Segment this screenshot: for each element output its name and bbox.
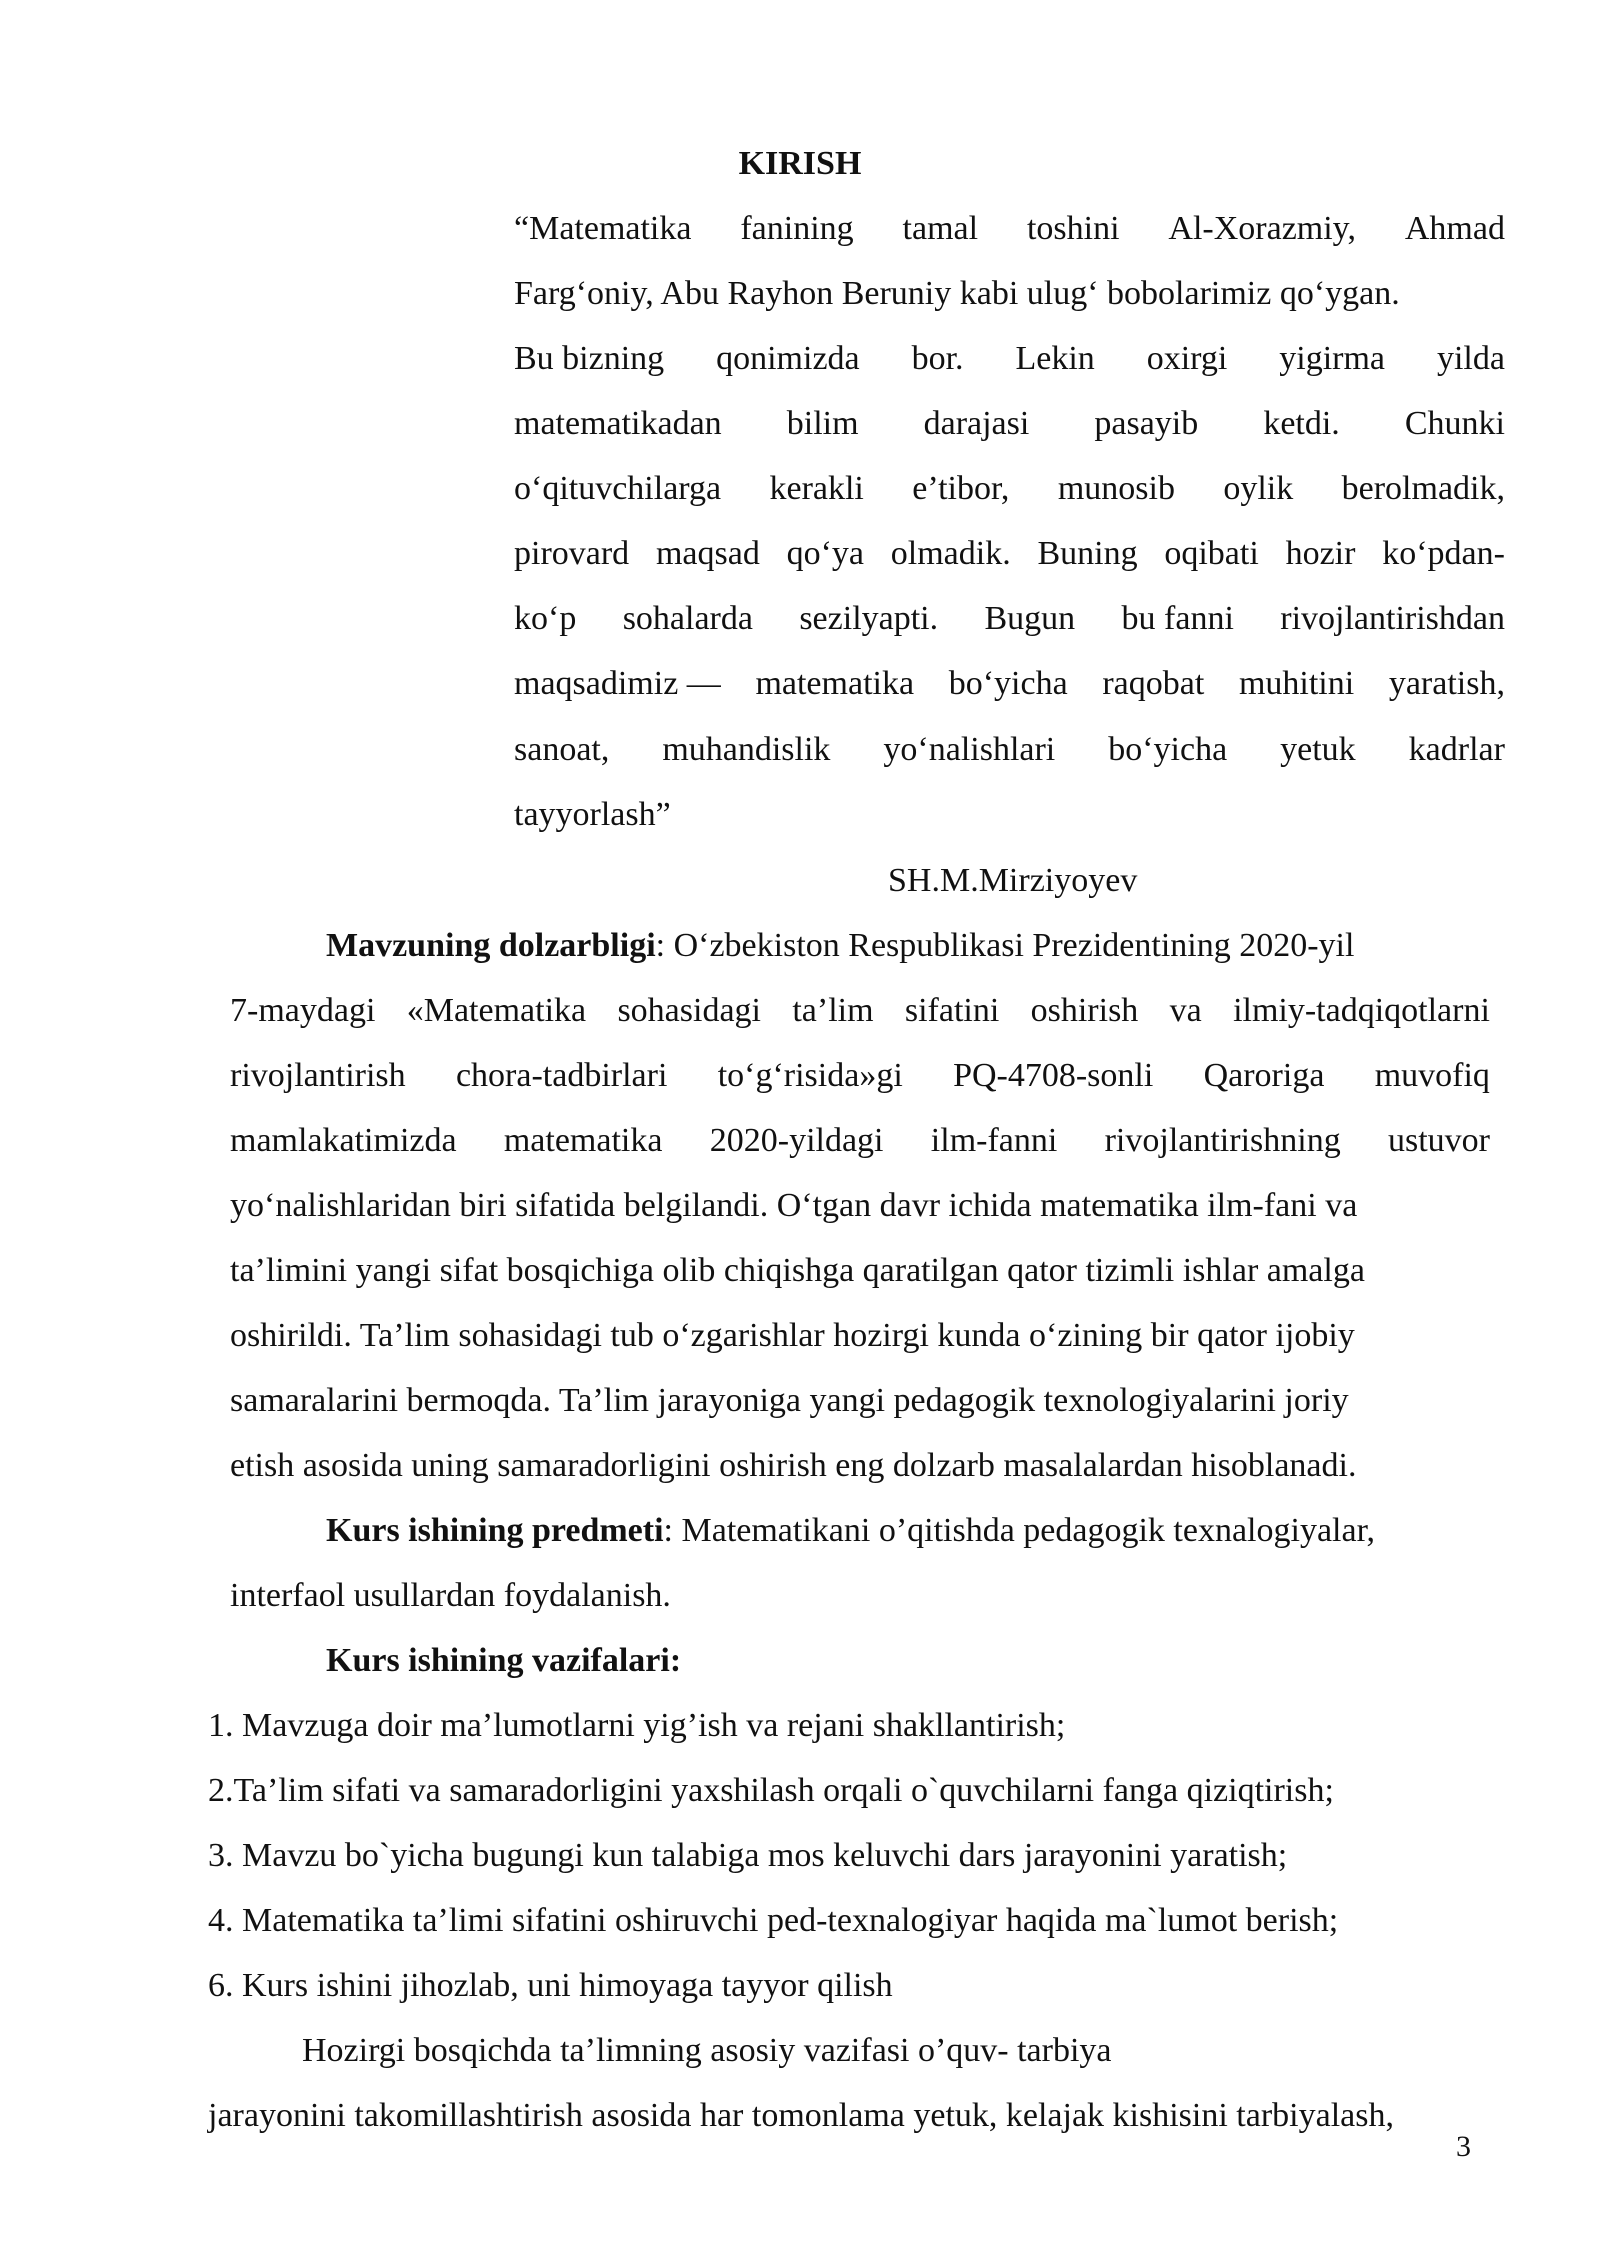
tasks-heading: Kurs ishining vazifalari: [326, 1642, 682, 1679]
epigraph-line: “Matematika fanining tamal toshini Al-Xorazmiy, Ahmad [514, 210, 1505, 247]
paragraph-line: yo‘nalishlaridan biri sifatida belgilandi. O‘tgan davr ichida matematika ilm-fani va [230, 1187, 1358, 1224]
epigraph-line: ko‘p sohalarda sezilyapti. Bugun bu fanni rivojlantirishdan [514, 600, 1505, 637]
paragraph-line: 7-maydagi «Matematika sohasidagi ta’lim sifatini oshirish va ilmiy-tadqiqotlarni [230, 992, 1490, 1029]
epigraph-author: SH.M.Mirziyoyev [888, 862, 1138, 899]
paragraph-line: samaralarini bermoqda. Ta’lim jarayoniga yangi pedagogik texnologiyalarini joriy [230, 1382, 1349, 1419]
list-item: 2.Ta’lim sifati va samaradorligini yaxshilash orqali o`quvchilarni fanga qiziqtirish; [208, 1772, 1334, 1809]
list-item: 3. Mavzu bo`yicha bugungi kun talabiga mos keluvchi dars jarayonini yaratish; [208, 1837, 1288, 1874]
paragraph-line: mamlakatimizda matematika 2020-yildagi ilm-fanni rivojlantirishning ustuvor [230, 1122, 1490, 1159]
list-item: 4. Matematika ta’limi sifatini oshiruvchi ped-texnalogiyar haqida ma`lumot berish; [208, 1902, 1339, 1939]
paragraph-line: etish asosida uning samaradorligini oshirish eng dolzarb masalalardan hisoblanadi. [230, 1447, 1357, 1484]
subject-label: Kurs ishining predmeti [326, 1512, 664, 1549]
epigraph-line: o‘qituvchilarga kerakli e’tibor, munosib oylik berolmadik, [514, 470, 1505, 507]
epigraph-line: matematikadan bilim darajasi pasayib ketdi. Chunki [514, 405, 1505, 442]
paragraph-line: Hozirgi bosqichda ta’limning asosiy vazifasi o’quv- tarbiya [302, 2032, 1112, 2069]
relevance-label: Mavzuning dolzarbligi [326, 927, 656, 964]
epigraph-line: Bu bizning qonimizda bor. Lekin oxirgi yigirma yilda [514, 340, 1505, 377]
paragraph-line: jarayonini takomillashtirish asosida har tomonlama yetuk, kelajak kishisini tarbiyalash, [208, 2097, 1394, 2134]
paragraph-line: ta’limini yangi sifat bosqichiga olib chiqishga qaratilgan qator tizimli ishlar amalga [230, 1252, 1365, 1289]
epigraph-line: sanoat, muhandislik yo‘nalishlari bo‘yicha yetuk kadrlar [514, 731, 1505, 768]
epigraph-line: maqsadimiz — matematika bo‘yicha raqobat muhitini yaratish, [514, 665, 1505, 702]
list-item: 1. Mavzuga doir ma’lumotlarni yig’ish va rejani shakllantirish; [208, 1707, 1066, 1744]
epigraph-line: pirovard maqsad qo‘ya olmadik. Buning oqibati hozir ko‘pdan- [514, 535, 1505, 572]
list-item: 6. Kurs ishini jihozlab, uni himoyaga tayyor qilish [208, 1967, 893, 2004]
paragraph-line: oshirildi. Ta’lim sohasidagi tub o‘zgarishlar hozirgi kunda o‘zining bir qator ijobiy [230, 1317, 1355, 1354]
paragraph-line: Mavzuning dolzarbligi: O‘zbekiston Respublikasi Prezidentining 2020-yil [326, 927, 1355, 964]
page-title: KIRISH [738, 145, 862, 182]
paragraph-line: interfaol usullardan foydalanish. [230, 1577, 671, 1614]
epigraph-line: tayyorlash” [514, 796, 671, 833]
paragraph-line: rivojlantirish chora-tadbirlari to‘g‘risida»gi PQ-4708-sonli Qaroriga muvofiq [230, 1057, 1490, 1094]
paragraph-line: Kurs ishining predmeti: Matematikani o’qitishda pedagogik texnalogiyalar, [326, 1512, 1376, 1549]
epigraph-line: Farg‘oniy, Abu Rayhon Beruniy kabi ulug‘ bobolarimiz qo‘ygan. [514, 275, 1400, 312]
page-number: 3 [1456, 2130, 1471, 2163]
